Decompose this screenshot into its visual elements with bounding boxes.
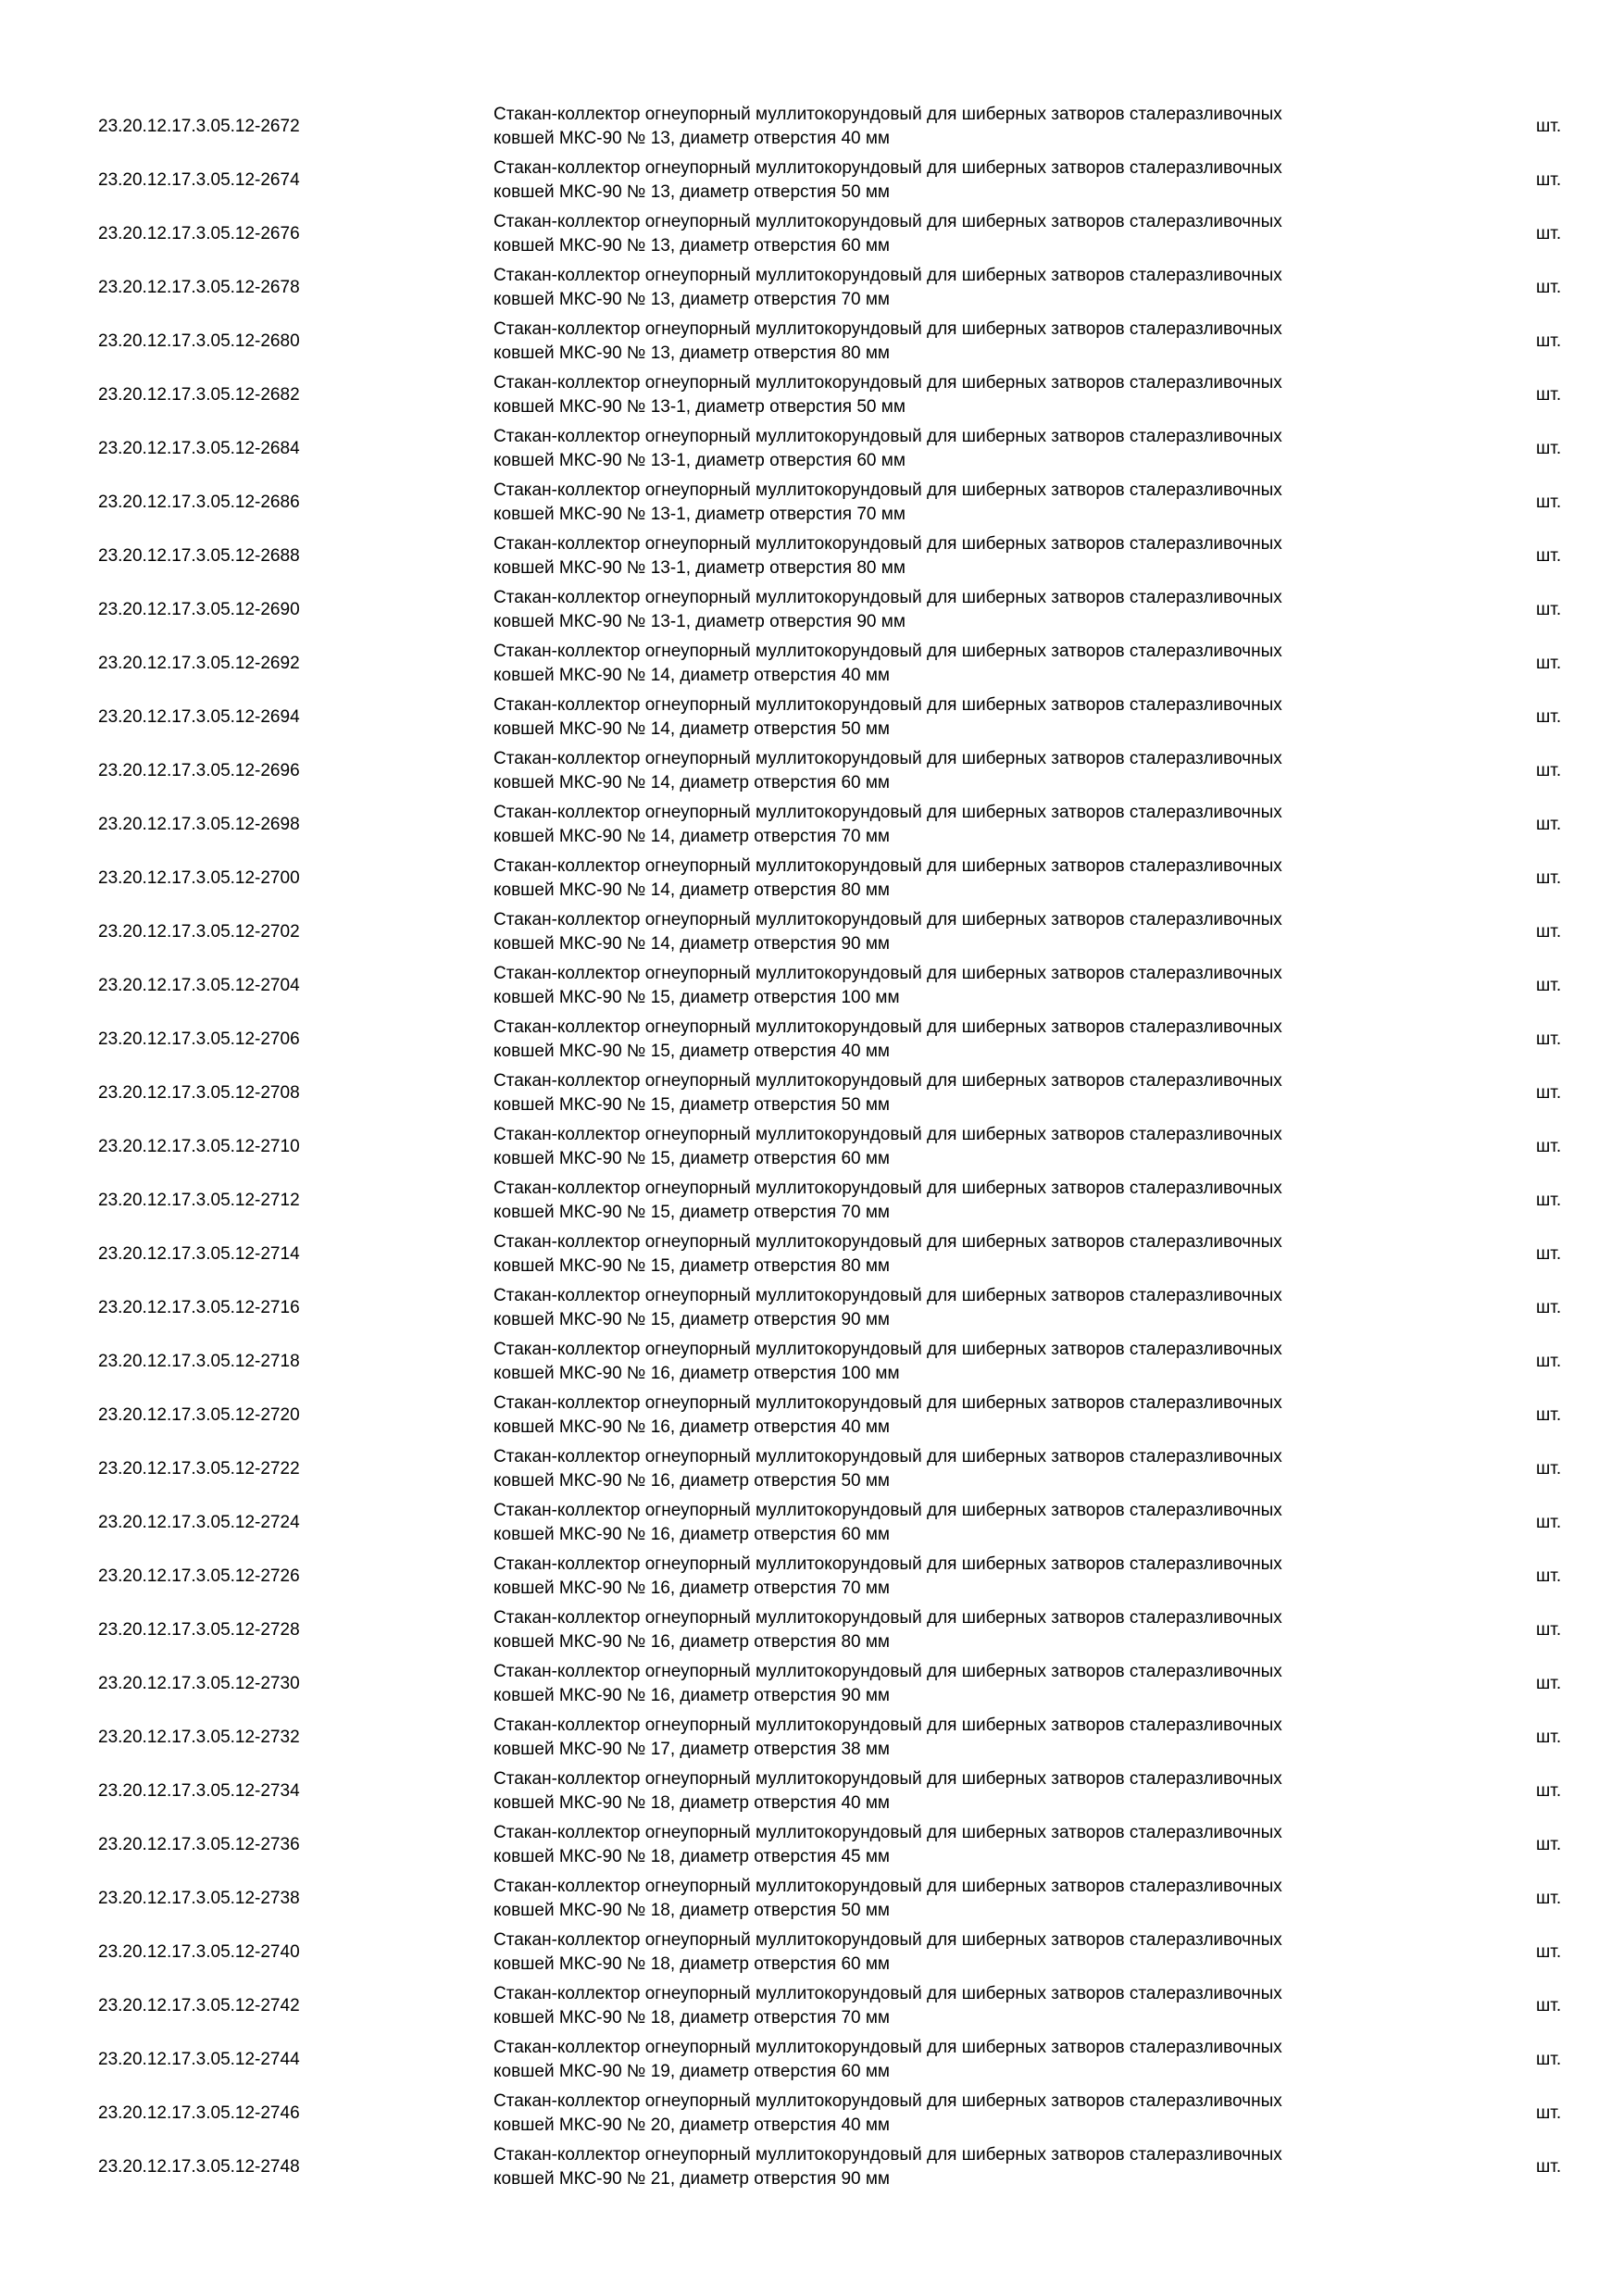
unit-of-measure: шт.	[1536, 1566, 1562, 1586]
description-line-2: ковшей МКС-90 № 14, диаметр отверстия 60 мм	[493, 773, 890, 792]
item-description	[493, 1069, 1475, 1117]
description-line-2: ковшей МКС-90 № 16, диаметр отверстия 90 мм	[493, 1686, 890, 1705]
unit-of-measure: шт.	[1536, 1459, 1562, 1479]
table-row	[98, 637, 1580, 691]
description-line-2: ковшей МКС-90 № 19, диаметр отверстия 60 мм	[493, 2062, 890, 2081]
description-line-1: Стакан-коллектор огнеупорный муллитокорундовый для шиберных затворов сталеразливочных	[493, 1393, 1282, 1413]
description-line-1: Стакан-коллектор огнеупорный муллитокорундовый для шиберных затворов сталеразливочных	[493, 1716, 1282, 1735]
item-description	[493, 1553, 1475, 1601]
description-line-2: ковшей МКС-90 № 13-1, диаметр отверстия 90 мм	[493, 612, 906, 631]
item-code: 23.20.12.17.3.05.12-2702	[98, 922, 300, 942]
item-code: 23.20.12.17.3.05.12-2692	[98, 654, 300, 673]
description-line-2: ковшей МКС-90 № 15, диаметр отверстия 80 мм	[493, 1256, 890, 1276]
description-line-1: Стакан-коллектор огнеупорный муллитокорундовый для шиберных затворов сталеразливочных	[493, 1501, 1282, 1520]
unit-of-measure: шт.	[1536, 1835, 1562, 1854]
description-line-1: Стакан-коллектор огнеупорный муллитокорундовый для шиберных затворов сталеразливочных	[493, 158, 1282, 178]
item-code: 23.20.12.17.3.05.12-2706	[98, 1029, 300, 1049]
item-code: 23.20.12.17.3.05.12-2676	[98, 224, 300, 243]
item-description	[493, 1499, 1475, 1547]
unit-of-measure: шт.	[1536, 1298, 1562, 1317]
price-list-table	[98, 100, 1580, 2194]
unit-of-measure: шт.	[1536, 600, 1562, 619]
item-code: 23.20.12.17.3.05.12-2690	[98, 600, 300, 619]
item-code: 23.20.12.17.3.05.12-2734	[98, 1781, 300, 1801]
description-line-1: Стакан-коллектор огнеупорный муллитокорундовый для шиберных затворов сталеразливочных	[493, 1071, 1282, 1091]
table-row	[98, 852, 1580, 905]
description-line-1: Стакан-коллектор огнеупорный муллитокорундовый для шиберных затворов сталеразливочных	[493, 588, 1282, 607]
item-description	[493, 1928, 1475, 1977]
item-code: 23.20.12.17.3.05.12-2710	[98, 1137, 300, 1156]
unit-of-measure: шт.	[1536, 224, 1562, 243]
description-line-1: Стакан-коллектор огнеупорный муллитокорундовый для шиберных затворов сталеразливочных	[493, 856, 1282, 876]
item-code: 23.20.12.17.3.05.12-2720	[98, 1405, 300, 1425]
table-row	[98, 261, 1580, 315]
item-code: 23.20.12.17.3.05.12-2678	[98, 278, 300, 297]
description-line-1: Стакан-коллектор огнеупорный муллитокорундовый для шиберных затворов сталеразливочных	[493, 1769, 1282, 1789]
unit-of-measure: шт.	[1536, 1728, 1562, 1747]
item-description	[493, 264, 1475, 312]
item-description	[493, 908, 1475, 956]
description-line-1: Стакан-коллектор огнеупорный муллитокорундовый для шиберных затворов сталеразливочных	[493, 2091, 1282, 2111]
item-code: 23.20.12.17.3.05.12-2688	[98, 546, 300, 566]
table-row	[98, 530, 1580, 583]
description-line-1: Стакан-коллектор огнеупорный муллитокорундовый для шиберных затворов сталеразливочных	[493, 695, 1282, 715]
table-row	[98, 1603, 1580, 1657]
unit-of-measure: шт.	[1536, 331, 1562, 351]
item-code: 23.20.12.17.3.05.12-2740	[98, 1942, 300, 1962]
item-description	[493, 210, 1475, 258]
description-line-2: ковшей МКС-90 № 15, диаметр отверстия 40 мм	[493, 1042, 890, 1061]
description-line-1: Стакан-коллектор огнеупорный муллитокорундовый для шиберных затворов сталеразливочных	[493, 1447, 1282, 1466]
item-code: 23.20.12.17.3.05.12-2704	[98, 976, 300, 995]
description-line-2: ковшей МКС-90 № 17, диаметр отверстия 38 мм	[493, 1740, 890, 1759]
item-description	[493, 1284, 1475, 1332]
table-row	[98, 1228, 1580, 1281]
unit-of-measure: шт.	[1536, 654, 1562, 673]
item-code: 23.20.12.17.3.05.12-2744	[98, 2050, 300, 2069]
table-row	[98, 691, 1580, 744]
table-row	[98, 798, 1580, 852]
item-code: 23.20.12.17.3.05.12-2724	[98, 1513, 300, 1532]
description-line-1: Стакан-коллектор огнеупорный муллитокорундовый для шиберных затворов сталеразливочных	[493, 1554, 1282, 1574]
description-line-1: Стакан-коллектор огнеупорный муллитокорундовый для шиберных затворов сталеразливочных	[493, 1232, 1282, 1252]
description-line-2: ковшей МКС-90 № 18, диаметр отверстия 60 мм	[493, 1954, 890, 1974]
description-line-2: ковшей МКС-90 № 15, диаметр отверстия 70 мм	[493, 1203, 890, 1222]
table-row	[98, 1120, 1580, 1174]
item-code: 23.20.12.17.3.05.12-2698	[98, 815, 300, 834]
item-description	[493, 693, 1475, 742]
table-row	[98, 315, 1580, 368]
item-code: 23.20.12.17.3.05.12-2694	[98, 707, 300, 727]
table-row	[98, 1872, 1580, 1926]
description-line-2: ковшей МКС-90 № 13, диаметр отверстия 40 мм	[493, 129, 890, 148]
description-line-1: Стакан-коллектор огнеупорный муллитокорундовый для шиберных затворов сталеразливочных	[493, 910, 1282, 930]
description-line-2: ковшей МКС-90 № 13-1, диаметр отверстия 80 мм	[493, 558, 906, 578]
description-line-2: ковшей МКС-90 № 15, диаметр отверстия 60 мм	[493, 1149, 890, 1168]
item-description	[493, 1230, 1475, 1279]
description-line-2: ковшей МКС-90 № 13, диаметр отверстия 50 мм	[493, 182, 890, 202]
description-line-1: Стакан-коллектор огнеупорный муллитокорундовый для шиберных затворов сталеразливочных	[493, 1286, 1282, 1305]
unit-of-measure: шт.	[1536, 868, 1562, 888]
description-line-2: ковшей МКС-90 № 13, диаметр отверстия 60 мм	[493, 236, 890, 256]
description-line-2: ковшей МКС-90 № 13-1, диаметр отверстия 70 мм	[493, 505, 906, 524]
table-row	[98, 1281, 1580, 1335]
description-line-2: ковшей МКС-90 № 15, диаметр отверстия 50 мм	[493, 1095, 890, 1115]
unit-of-measure: шт.	[1536, 385, 1562, 405]
description-line-2: ковшей МКС-90 № 16, диаметр отверстия 80 мм	[493, 1632, 890, 1652]
description-line-1: Стакан-коллектор огнеупорный муллитокорундовый для шиберных затворов сталеразливочных	[493, 1608, 1282, 1628]
description-line-1: Стакан-коллектор огнеупорный муллитокорундовый для шиберных затворов сталеразливочных	[493, 373, 1282, 393]
item-code: 23.20.12.17.3.05.12-2680	[98, 331, 300, 351]
table-row	[98, 1442, 1580, 1496]
item-code: 23.20.12.17.3.05.12-2732	[98, 1728, 300, 1747]
unit-of-measure: шт.	[1536, 1674, 1562, 1693]
item-description	[493, 855, 1475, 903]
description-line-1: Стакан-коллектор огнеупорный муллитокорундовый для шиберных затворов сталеразливочных	[493, 1340, 1282, 1359]
unit-of-measure: шт.	[1536, 1620, 1562, 1640]
item-description	[493, 1821, 1475, 1869]
table-row	[98, 583, 1580, 637]
description-line-1: Стакан-коллектор огнеупорный муллитокорундовый для шиберных затворов сталеразливочных	[493, 642, 1282, 661]
unit-of-measure: шт.	[1536, 1405, 1562, 1425]
item-code: 23.20.12.17.3.05.12-2712	[98, 1191, 300, 1210]
item-description	[493, 1660, 1475, 1708]
item-description	[493, 156, 1475, 205]
description-line-2: ковшей МКС-90 № 14, диаметр отверстия 40 мм	[493, 666, 890, 685]
item-description	[493, 1391, 1475, 1440]
table-row	[98, 1657, 1580, 1711]
item-code: 23.20.12.17.3.05.12-2708	[98, 1083, 300, 1103]
unit-of-measure: шт.	[1536, 2050, 1562, 2069]
item-description	[493, 2090, 1475, 2138]
item-code: 23.20.12.17.3.05.12-2672	[98, 117, 300, 136]
table-row	[98, 2087, 1580, 2140]
description-line-1: Стакан-коллектор огнеупорный муллитокорундовый для шиберных затворов сталеразливочных	[493, 803, 1282, 822]
description-line-1: Стакан-коллектор огнеупорный муллитокорундовый для шиберных затворов сталеразливочных	[493, 427, 1282, 446]
item-code: 23.20.12.17.3.05.12-2716	[98, 1298, 300, 1317]
unit-of-measure: шт.	[1536, 976, 1562, 995]
unit-of-measure: шт.	[1536, 117, 1562, 136]
item-description	[493, 747, 1475, 795]
item-description	[493, 1338, 1475, 1386]
item-code: 23.20.12.17.3.05.12-2718	[98, 1352, 300, 1371]
item-code: 23.20.12.17.3.05.12-2746	[98, 2103, 300, 2123]
item-description	[493, 1606, 1475, 1654]
table-row	[98, 905, 1580, 959]
item-description	[493, 318, 1475, 366]
description-line-1: Стакан-коллектор огнеупорный муллитокорундовый для шиберных затворов сталеразливочных	[493, 1017, 1282, 1037]
item-description	[493, 801, 1475, 849]
item-description	[493, 1445, 1475, 1493]
item-code: 23.20.12.17.3.05.12-2742	[98, 1996, 300, 2015]
description-line-1: Стакан-коллектор огнеупорный муллитокорундовый для шиберных затворов сталеразливочных	[493, 266, 1282, 285]
unit-of-measure: шт.	[1536, 1083, 1562, 1103]
unit-of-measure: шт.	[1536, 1244, 1562, 1264]
unit-of-measure: шт.	[1536, 2157, 1562, 2177]
table-row	[98, 422, 1580, 476]
item-description	[493, 425, 1475, 473]
unit-of-measure: шт.	[1536, 493, 1562, 512]
unit-of-measure: шт.	[1536, 1513, 1562, 1532]
item-code: 23.20.12.17.3.05.12-2738	[98, 1889, 300, 1908]
unit-of-measure: шт.	[1536, 761, 1562, 780]
description-line-2: ковшей МКС-90 № 16, диаметр отверстия 40 мм	[493, 1417, 890, 1437]
item-description	[493, 1875, 1475, 1923]
table-row	[98, 1067, 1580, 1120]
item-description	[493, 371, 1475, 419]
description-line-2: ковшей МКС-90 № 14, диаметр отверстия 90 мм	[493, 934, 890, 954]
item-description	[493, 1177, 1475, 1225]
description-line-2: ковшей МКС-90 № 13-1, диаметр отверстия 60 мм	[493, 451, 906, 470]
description-line-2: ковшей МКС-90 № 15, диаметр отверстия 90 мм	[493, 1310, 890, 1329]
table-row	[98, 207, 1580, 261]
unit-of-measure: шт.	[1536, 1137, 1562, 1156]
unit-of-measure: шт.	[1536, 1191, 1562, 1210]
item-code: 23.20.12.17.3.05.12-2686	[98, 493, 300, 512]
description-line-1: Стакан-коллектор огнеупорный муллитокорундовый для шиберных затворов сталеразливочных	[493, 964, 1282, 983]
unit-of-measure: шт.	[1536, 546, 1562, 566]
table-row	[98, 1926, 1580, 1979]
description-line-2: ковшей МКС-90 № 16, диаметр отверстия 70 мм	[493, 1578, 890, 1598]
unit-of-measure: шт.	[1536, 2103, 1562, 2123]
description-line-2: ковшей МКС-90 № 16, диаметр отверстия 100 мм	[493, 1364, 900, 1383]
unit-of-measure: шт.	[1536, 707, 1562, 727]
item-code: 23.20.12.17.3.05.12-2674	[98, 170, 300, 190]
description-line-2: ковшей МКС-90 № 13-1, диаметр отверстия 50 мм	[493, 397, 906, 417]
description-line-1: Стакан-коллектор огнеупорный муллитокорундовый для шиберных затворов сталеразливочных	[493, 1984, 1282, 2003]
table-row	[98, 1765, 1580, 1818]
description-line-1: Стакан-коллектор огнеупорный муллитокорундовый для шиберных затворов сталеразливочных	[493, 1125, 1282, 1144]
item-description	[493, 2143, 1475, 2191]
item-description	[493, 1767, 1475, 1816]
description-line-2: ковшей МКС-90 № 18, диаметр отверстия 40 мм	[493, 1793, 890, 1813]
table-row	[98, 1550, 1580, 1603]
table-row	[98, 368, 1580, 422]
item-code: 23.20.12.17.3.05.12-2748	[98, 2157, 300, 2177]
description-line-2: ковшей МКС-90 № 16, диаметр отверстия 60 мм	[493, 1525, 890, 1544]
item-description	[493, 532, 1475, 580]
description-line-1: Стакан-коллектор огнеупорный муллитокорундовый для шиберных затворов сталеразливочных	[493, 105, 1282, 124]
table-row	[98, 1013, 1580, 1067]
description-line-2: ковшей МКС-90 № 18, диаметр отверстия 45 мм	[493, 1847, 890, 1866]
description-line-1: Стакан-коллектор огнеупорный муллитокорундовый для шиберных затворов сталеразливочных	[493, 480, 1282, 500]
table-row	[98, 959, 1580, 1013]
description-line-1: Стакан-коллектор огнеупорный муллитокорундовый для шиберных затворов сталеразливочных	[493, 534, 1282, 554]
item-description	[493, 1123, 1475, 1171]
description-line-2: ковшей МКС-90 № 14, диаметр отверстия 80 мм	[493, 880, 890, 900]
table-row	[98, 2140, 1580, 2194]
table-row	[98, 744, 1580, 798]
description-line-1: Стакан-коллектор огнеупорный муллитокорундовый для шиберных затворов сталеразливочных	[493, 1877, 1282, 1896]
description-line-1: Стакан-коллектор огнеупорный муллитокорундовый для шиберных затворов сталеразливочных	[493, 749, 1282, 768]
description-line-1: Стакан-коллектор огнеупорный муллитокорундовый для шиберных затворов сталеразливочных	[493, 212, 1282, 231]
item-description	[493, 640, 1475, 688]
description-line-1: Стакан-коллектор огнеупорный муллитокорундовый для шиберных затворов сталеразливочных	[493, 2038, 1282, 2057]
item-description	[493, 962, 1475, 1010]
item-code: 23.20.12.17.3.05.12-2684	[98, 439, 300, 458]
item-description	[493, 1714, 1475, 1762]
description-line-2: ковшей МКС-90 № 13, диаметр отверстия 80 мм	[493, 343, 890, 363]
unit-of-measure: шт.	[1536, 1889, 1562, 1908]
item-code: 23.20.12.17.3.05.12-2722	[98, 1459, 300, 1479]
item-code: 23.20.12.17.3.05.12-2730	[98, 1674, 300, 1693]
description-line-1: Стакан-коллектор огнеупорный муллитокорундовый для шиберных затворов сталеразливочных	[493, 1662, 1282, 1681]
table-row	[98, 1174, 1580, 1228]
unit-of-measure: шт.	[1536, 278, 1562, 297]
description-line-2: ковшей МКС-90 № 21, диаметр отверстия 90 мм	[493, 2169, 890, 2189]
item-code: 23.20.12.17.3.05.12-2736	[98, 1835, 300, 1854]
unit-of-measure: шт.	[1536, 1029, 1562, 1049]
unit-of-measure: шт.	[1536, 1781, 1562, 1801]
table-row	[98, 476, 1580, 530]
item-description	[493, 103, 1475, 151]
description-line-2: ковшей МКС-90 № 18, диаметр отверстия 50 мм	[493, 1901, 890, 1920]
description-line-2: ковшей МКС-90 № 15, диаметр отверстия 100 мм	[493, 988, 900, 1007]
table-row	[98, 1818, 1580, 1872]
unit-of-measure: шт.	[1536, 170, 1562, 190]
item-description	[493, 479, 1475, 527]
item-description	[493, 1016, 1475, 1064]
description-line-1: Стакан-коллектор огнеупорный муллитокорундовый для шиберных затворов сталеразливочных	[493, 1179, 1282, 1198]
description-line-2: ковшей МКС-90 № 16, диаметр отверстия 50 мм	[493, 1471, 890, 1491]
unit-of-measure: шт.	[1536, 1352, 1562, 1371]
table-row	[98, 1711, 1580, 1765]
item-code: 23.20.12.17.3.05.12-2700	[98, 868, 300, 888]
unit-of-measure: шт.	[1536, 922, 1562, 942]
item-description	[493, 586, 1475, 634]
item-code: 23.20.12.17.3.05.12-2696	[98, 761, 300, 780]
table-row	[98, 1979, 1580, 2033]
item-code: 23.20.12.17.3.05.12-2728	[98, 1620, 300, 1640]
description-line-2: ковшей МКС-90 № 14, диаметр отверстия 70 мм	[493, 827, 890, 846]
description-line-1: Стакан-коллектор огнеупорный муллитокорундовый для шиберных затворов сталеразливочных	[493, 1930, 1282, 1950]
table-row	[98, 2033, 1580, 2087]
description-line-1: Стакан-коллектор огнеупорный муллитокорундовый для шиберных затворов сталеразливочных	[493, 2145, 1282, 2165]
description-line-2: ковшей МКС-90 № 13, диаметр отверстия 70 мм	[493, 290, 890, 309]
description-line-2: ковшей МКС-90 № 18, диаметр отверстия 70 мм	[493, 2008, 890, 2028]
unit-of-measure: шт.	[1536, 815, 1562, 834]
table-row	[98, 1335, 1580, 1389]
table-row	[98, 154, 1580, 207]
description-line-1: Стакан-коллектор огнеупорный муллитокорундовый для шиберных затворов сталеразливочных	[493, 1823, 1282, 1842]
description-line-2: ковшей МКС-90 № 14, диаметр отверстия 50 мм	[493, 719, 890, 739]
table-row	[98, 100, 1580, 154]
item-code: 23.20.12.17.3.05.12-2682	[98, 385, 300, 405]
description-line-2: ковшей МКС-90 № 20, диаметр отверстия 40 мм	[493, 2115, 890, 2135]
description-line-1: Стакан-коллектор огнеупорный муллитокорундовый для шиберных затворов сталеразливочных	[493, 319, 1282, 339]
unit-of-measure: шт.	[1536, 439, 1562, 458]
table-row	[98, 1496, 1580, 1550]
unit-of-measure: шт.	[1536, 1996, 1562, 2015]
item-code: 23.20.12.17.3.05.12-2726	[98, 1566, 300, 1586]
item-code: 23.20.12.17.3.05.12-2714	[98, 1244, 300, 1264]
item-description	[493, 1982, 1475, 2030]
item-description	[493, 2036, 1475, 2084]
unit-of-measure: шт.	[1536, 1942, 1562, 1962]
table-row	[98, 1389, 1580, 1442]
